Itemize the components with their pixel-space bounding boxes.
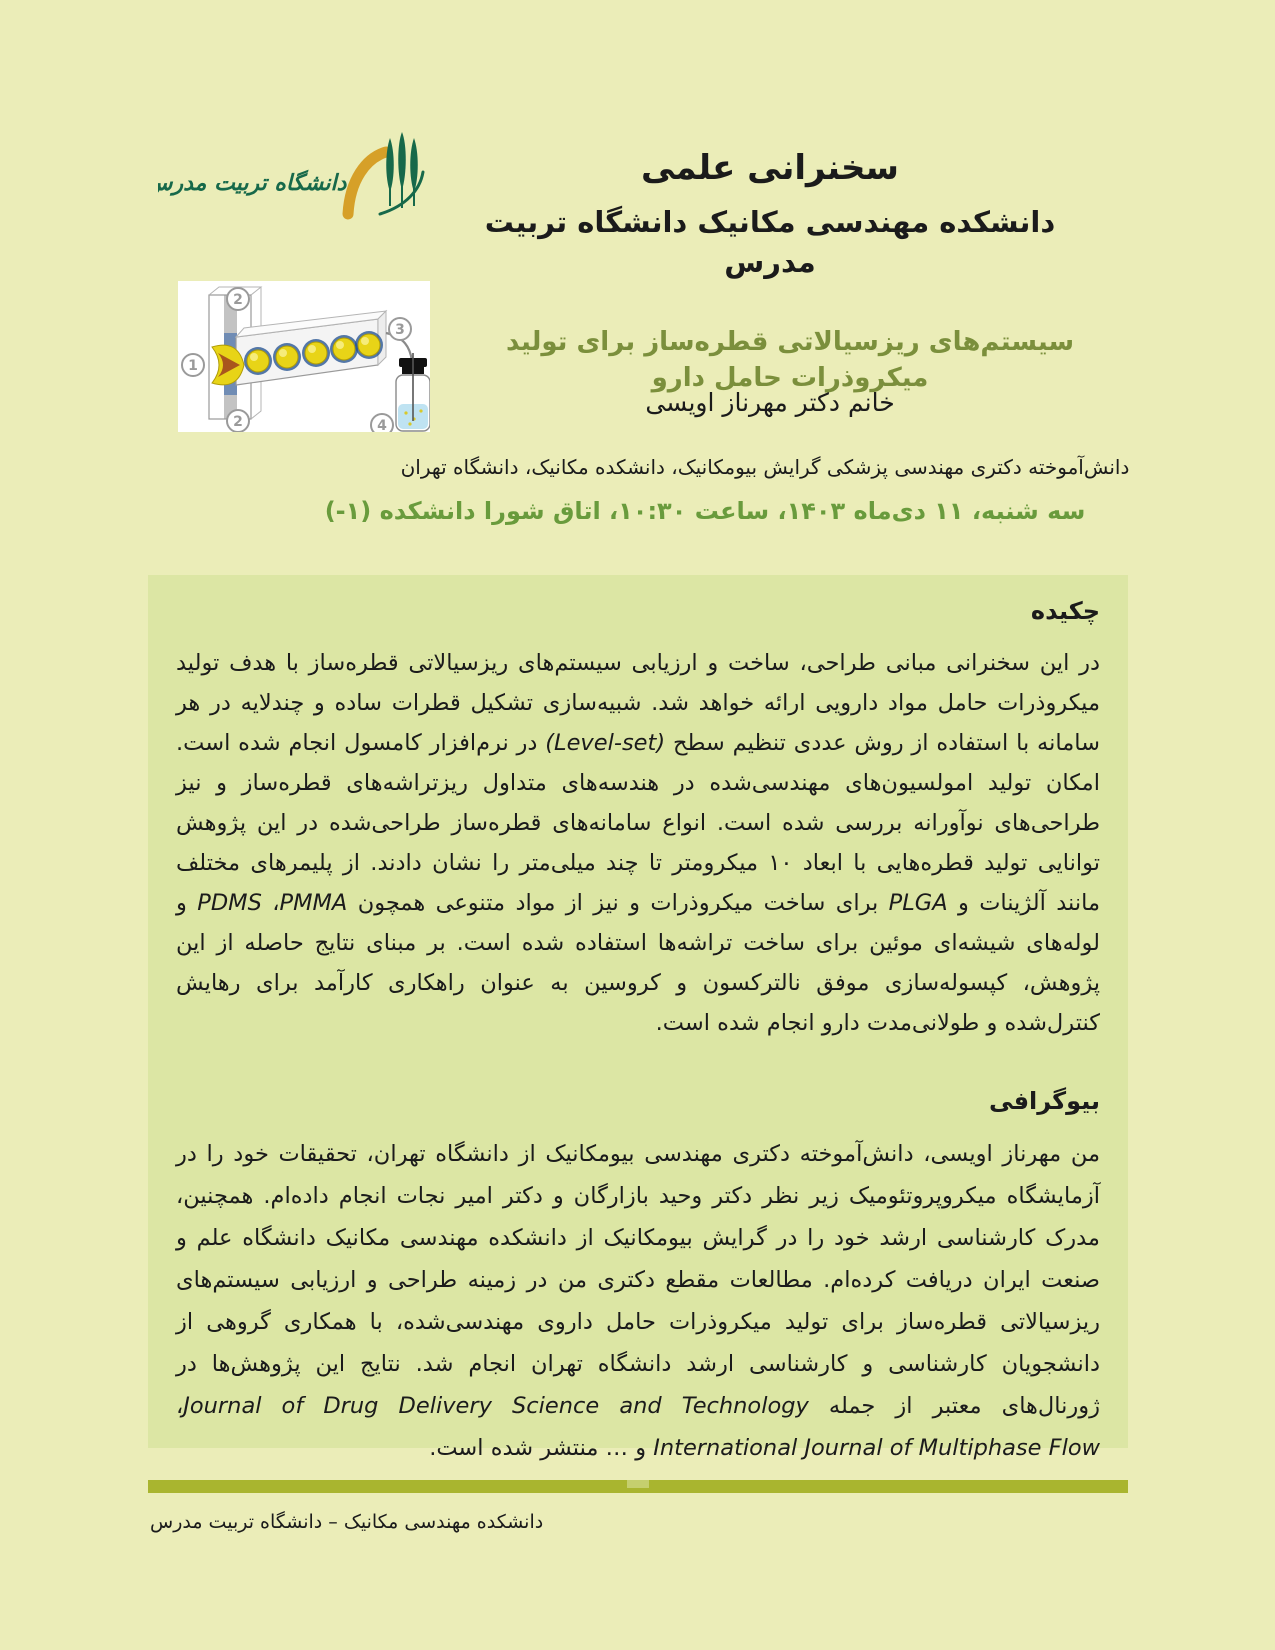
microfluidic-diagram-icon [178,281,430,432]
term-pdms: PDMS [197,890,262,916]
abstract-text: ، [261,890,280,916]
callout-2-top: 2 [233,292,243,308]
callout-4: 4 [377,418,387,432]
logo-cypress-icon [386,132,418,208]
callout-1: 1 [188,358,198,374]
room-number: (-۱) [324,497,372,525]
speaker-affiliation: دانش‌آموخته دکتری مهندسی پزشکی گرایش بیومکانیک، دانشکده مکانیک، دانشگاه تهران [400,455,1130,479]
datetime-text: سه شنبه، ۱۱ دی‌ماه ۱۴۰۳، ساعت ۱۰:۳۰، اتاق شورا دانشکده [371,497,1086,525]
journal-name-2: International Journal of Multiphase Flow [653,1435,1100,1461]
abstract-paragraph [176,643,1100,1043]
seminar-title: سیستم‌های ریزسیالاتی قطره‌ساز برای تولید میکروذرات حامل دارو [505,327,1075,393]
lecture-type-title: سخنرانی علمی [641,148,899,188]
callout-3: 3 [395,322,405,338]
abstract-text: در نرم‌افزار کامسول انجام شده است. امکان تولید امولسیون‌های مهندسی‌شده در هندسه‌های متداول ریزتراشه‌های قطره‌ساز و نیز طراحی‌های نوآورانه بررسی شده است. انواع سامانه‌های قطره‌ساز طراحی‌شده در این پژوهش توانایی تولید قطره‌هایی با ابعاد ۱۰ میکرومتر تا چند میلی‌متر را نشان دادند. از پلیمرهای مختلف مانند آلژینات و [176,730,1100,916]
footer-bar-notch [627,1480,649,1488]
abstract-text: در این سخنرانی مبانی طراحی، ساخت و ارزیابی سیستم‌های ریزسیالاتی قطره‌ساز با هدف تولید میکروذرات حامل مواد دارویی ارائه خواهد شد. شبیه‌سازی تشکیل قطرات ساده و چندلایه در هر سامانه با استفاده از روش عددی تنظیم سطح [176,650,1100,756]
biography-text: من مهرناز اویسی، دانش‌آموخته دکتری مهندسی بیومکانیک از دانشگاه تهران، تحقیقات خود را در آزمایشگاه میکروپروتئومیک زیر نظر دکتر وحید بازارگان و دکتر امیر نجات انجام داده‌ام. همچنین، مدرک کارشناسی ارشد خود را در گرایش بیومکانیک از دانشکده مهندسی مکانیک دانشگاه علم و صنعت ایران دریافت کرده‌ام. مطالعات مقطع دکتری من در زمینه طراحی و ارزیابی سیستم‌های ریزسیالاتی قطره‌ساز برای تولید میکروذرات حامل داروی مهندسی‌شده، با همکاری گروهی از دانشجویان کارشناسی و کارشناسی ارشد دانشگاه تهران انجام شد. نتایج این پژوهش‌ها در ژورنال‌های معتبر از جمله [176,1141,1100,1419]
term-plga: PLGA [888,890,948,916]
biography-text: و … منتشر شده است. [429,1435,654,1461]
biography-text: ، [176,1393,184,1419]
abstract-heading: چکیده [1030,597,1100,625]
journal-name-1: Journal of Drug Delivery Science and Technology [183,1393,809,1419]
abstract-text: و لوله‌های شیشه‌ای موئین برای ساخت تراشه‌ها استفاده شده است. بر مبنای نتایج حاصله از این پژوهش، کپسوله‌سازی موفق نالترکسون و کروسین به عنوان راهکاری کارآمد برای رهایش کنترل‌شده و طولانی‌مدت دارو انجام شده است. [176,890,1100,1036]
biography-paragraph [176,1133,1100,1469]
term-level-set: (Level-set) [545,730,666,756]
biography-heading: بیوگرافی [989,1087,1100,1115]
term-pmma: PMMA [279,890,348,916]
content-box [148,575,1128,1461]
logo-gold-arc [348,152,386,214]
seminar-datetime [150,494,1260,528]
microfluidic-figure [178,281,430,432]
university-logo-icon [158,128,433,228]
callout-2-bottom: 2 [233,414,243,430]
speaker-name: خانم دکتر مهرناز اویسی [645,388,895,417]
logo-wordmark: دانشگاه تربیت مدرس [158,171,347,196]
footer-text: دانشکده مهندسی مکانیک – دانشگاه تربیت مدرس [150,1511,544,1533]
faculty-title: دانشکده مهندسی مکانیک دانشگاه تربیت مدرس [484,205,1056,279]
abstract-text: برای ساخت میکروذرات و نیز از مواد متنوعی همچون [347,890,889,916]
university-logo [158,128,433,228]
footer-divider-bar [148,1480,1128,1493]
header [440,146,1100,282]
